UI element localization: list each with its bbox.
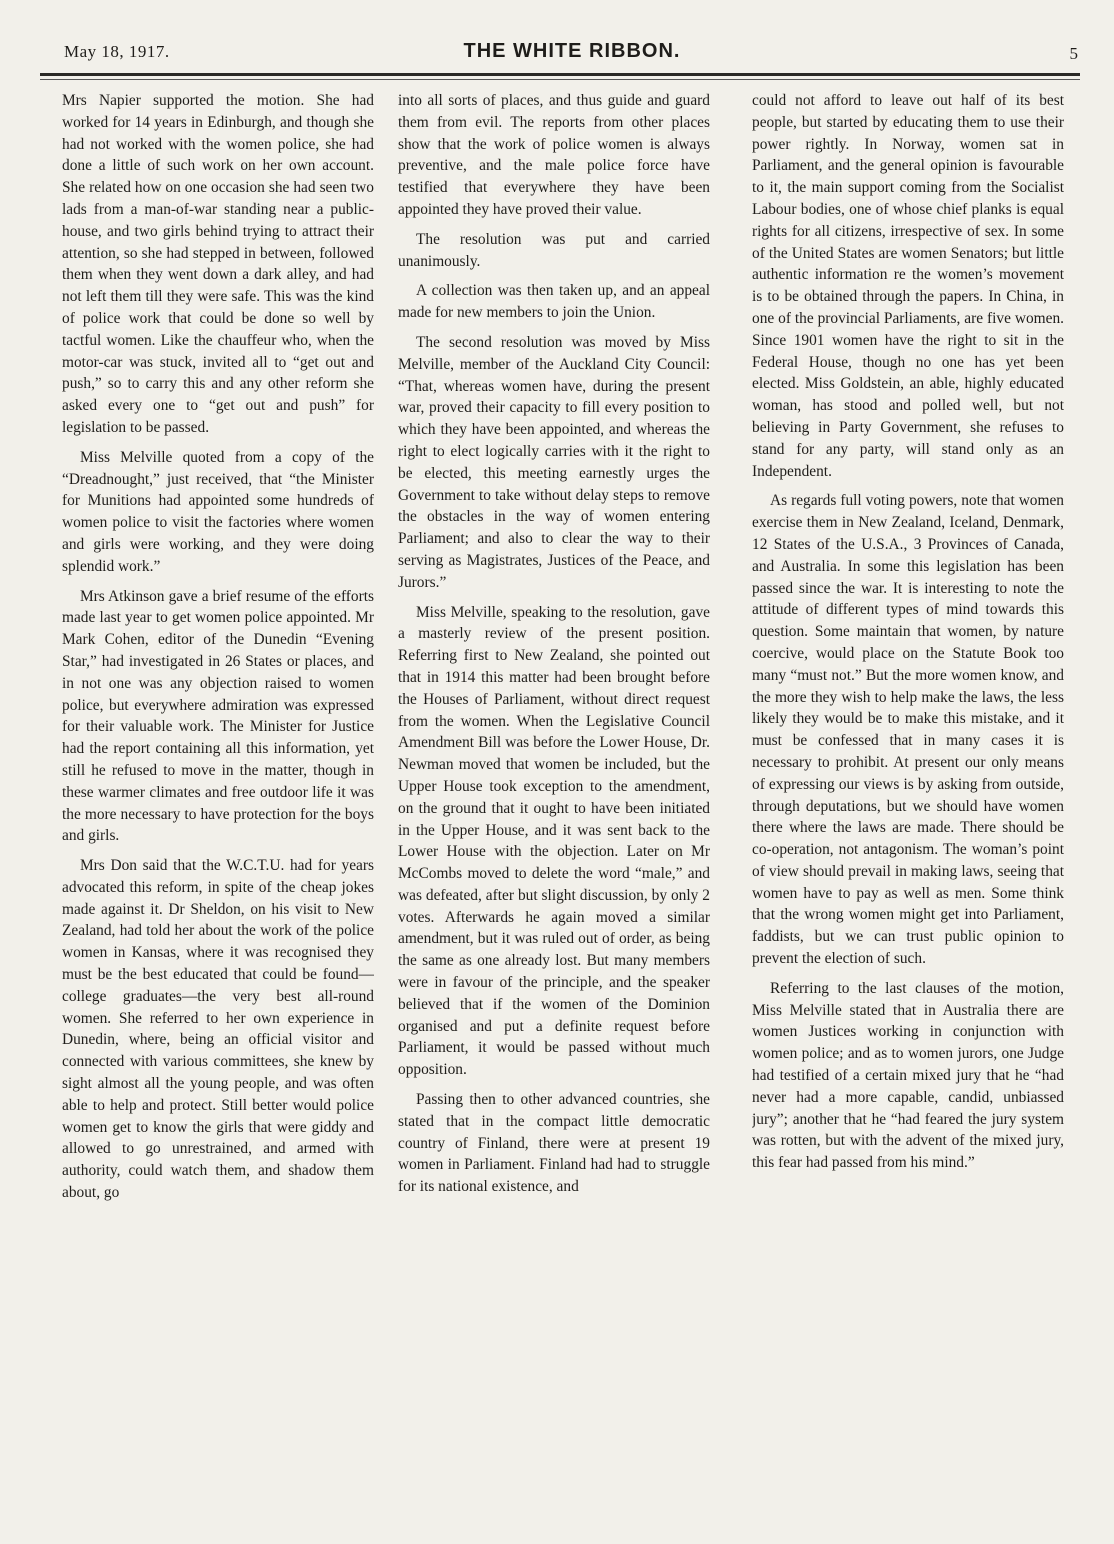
paragraph: The resolution was put and carried unanimously.	[398, 230, 710, 270]
paragraph: could not afford to leave out half of its best people, but started by educating them to use their power rightly. In Norway, women sat in Parliament, and the general opinion is favourable to it, the main support coming from the Socialist Labour bodies, one of whose chief planks is equal rights for all citizens, irrespective of sex. In some of the United States are women Senators; but little authentic information re the women’s movement is to be obtained through the papers. In China, in one of the provincial Parliaments, are five women. Since 1901 women have the right to sit in the Federal House, though no one has yet been elected. Miss Goldstein, an able, highly educated woman, has stood and polled well, but not believing in Party Government, she refuses to stand for any party, will stand only as an Independent.	[752, 92, 1064, 480]
paragraph: As regards full voting powers, note that women exercise them in New Zealand, Iceland, Denmark, 12 States of the U.S.A., 3 Provinces of Canada, and Australia. In some this legislation has been passed since the war. It is interesting to note the attitude of different types of mind towards this question. Some maintain that women, by nature coercive, would place on the Statute Book too many “must not.” But the more women know, and the more they wish to help make the laws, the less likely they would be to make this mistake, and it must be confessed that in many cases it is necessary to prohibit. At present our only means of expressing our views is by asking from outside, through deputations, but we should have women there where the laws are made. There should be co-operation, not antagonism. The woman’s point of view should prevail in making laws, seeing that women have to pay as well as men. Some think that the wrong women might get into Parliament, faddists, but we can trust public opinion to prevent the election of such.	[752, 492, 1064, 968]
paragraph: into all sorts of places, and thus guide and guard them from evil. The reports from other places show that the work of police women is always preventive, and the male police force have testified that everywhere they have been appointed they have proved their value.	[398, 92, 710, 218]
header-rule	[40, 73, 1080, 76]
paragraph: Mrs Don said that the W.C.T.U. had for years advocated this reform, in spite of the cheap jokes made against it. Dr Sheldon, on his visit to New Zealand, had told her about the work of the police women in Kansas, where it was recognised they must be the best educated that could be found—college graduates—the very best all-round women. She referred to her own experience in Dunedin, where, being an official visitor and connected with various committees, she knew by sight almost all the young people, and was often able to help and protect. Still better would police women get to know the girls that were giddy and allowed to go unrestrained, and armed with authority, could watch them, and shadow them about, go	[62, 857, 374, 1202]
paragraph: A collection was then taken up, and an appeal made for new members to join the Union.	[398, 282, 710, 322]
paragraph: Referring to the last clauses of the motion, Miss Melville stated that in Australia there are women Justices working in conjunction with women police; and as to women jurors, one Judge had testified of a certain mixed jury that he “had never had a more capable, candid, unbiassed jury”; another that he “had feared the jury system was rotten, but with the advent of the mixed jury, this fear had passed from his mind.”	[752, 979, 1064, 1172]
text-column-3	[752, 90, 1064, 1530]
paragraph: Passing then to other advanced countries, she stated that in the compact little democratic country of Finland, there were at present 19 women in Parliament. Finland had had to struggle for its national existence, and	[398, 1091, 710, 1196]
paragraph: Miss Melville, speaking to the resolution, gave a masterly review of the present position. Referring first to New Zealand, she pointed out that in 1914 this matter had been brought before the Houses of Parliament, without direct request from the women. When the Legislative Council Amendment Bill was before the Lower House, Dr. Newman moved that women be included, but the Upper House took exception to the amendment, on the ground that it ought to have been initiated in the Upper House, and it was sent back to the Lower House with the objection. Later on Mr McCombs moved to delete the word “male,” and was defeated, after but slight discussion, by only 2 votes. Afterwards he again moved a similar amendment, but it was ruled out of order, as being the same as one already lost. But many members were in favour of the principle, and the speaker believed that if the women of the Dominion organised and put a definite request before Parliament, it would be passed without much opposition.	[398, 603, 710, 1079]
running-header	[62, 36, 1082, 76]
publication-title: THE WHITE RIBBON.	[463, 40, 681, 62]
paragraph: Mrs Napier supported the motion. She had worked for 14 years in Edinburgh, and though she had not worked with the women police, she had done a little of such work on her own account. She related how on one occasion she had seen two lads from a man-of-war standing near a public-house, and two girls behind trying to attract their attention, so she had stepped in between, followed them when they went down a dark alley, and had not left them till they were safe. This was the kind of police work that could be done so well by tactful women. Like the chauffeur who, when the motor-car was stuck, invited all to “get out and push,” so to carry this and any other reform she asked every one to “get out and push” for legislation to be passed.	[62, 92, 374, 436]
issue-date: May 18, 1917.	[64, 42, 170, 61]
text-column-1	[62, 90, 374, 1530]
header-rule-thin	[40, 79, 1080, 80]
page-number: 5	[1069, 44, 1078, 63]
paragraph: The second resolution was moved by Miss Melville, member of the Auckland City Council: “That, whereas women have, during the present war, proved their capacity to fill every position to which they have been appointed, and whereas the right to elect logically carries with it the right to be elected, this meeting earnestly urges the Government to take without delay steps to remove the obstacles in the way of women entering Parliament; and also to clear the way to their serving as Magistrates, Justices of the Peace, and Jurors.”	[398, 333, 710, 591]
paragraph: Mrs Atkinson gave a brief resume of the efforts made last year to get women police appointed. Mr Mark Cohen, editor of the Dunedin “Evening Star,” had investigated in 26 States or places, and in not one was any objection raised to women police, but everywhere admiration was expressed for their valuable work. The Minister for Justice had the report containing all this information, yet still he refused to move in the matter, though in these warmer climates and free outdoor life it was the more necessary to have protection for the boys and girls.	[62, 587, 374, 845]
paragraph: Miss Melville quoted from a copy of the “Dreadnought,” just received, that “the Minister for Munitions had appointed some hundreds of women police to visit the factories where women and girls were working, and they were doing splendid work.”	[62, 448, 374, 575]
text-column-2	[398, 90, 710, 1530]
